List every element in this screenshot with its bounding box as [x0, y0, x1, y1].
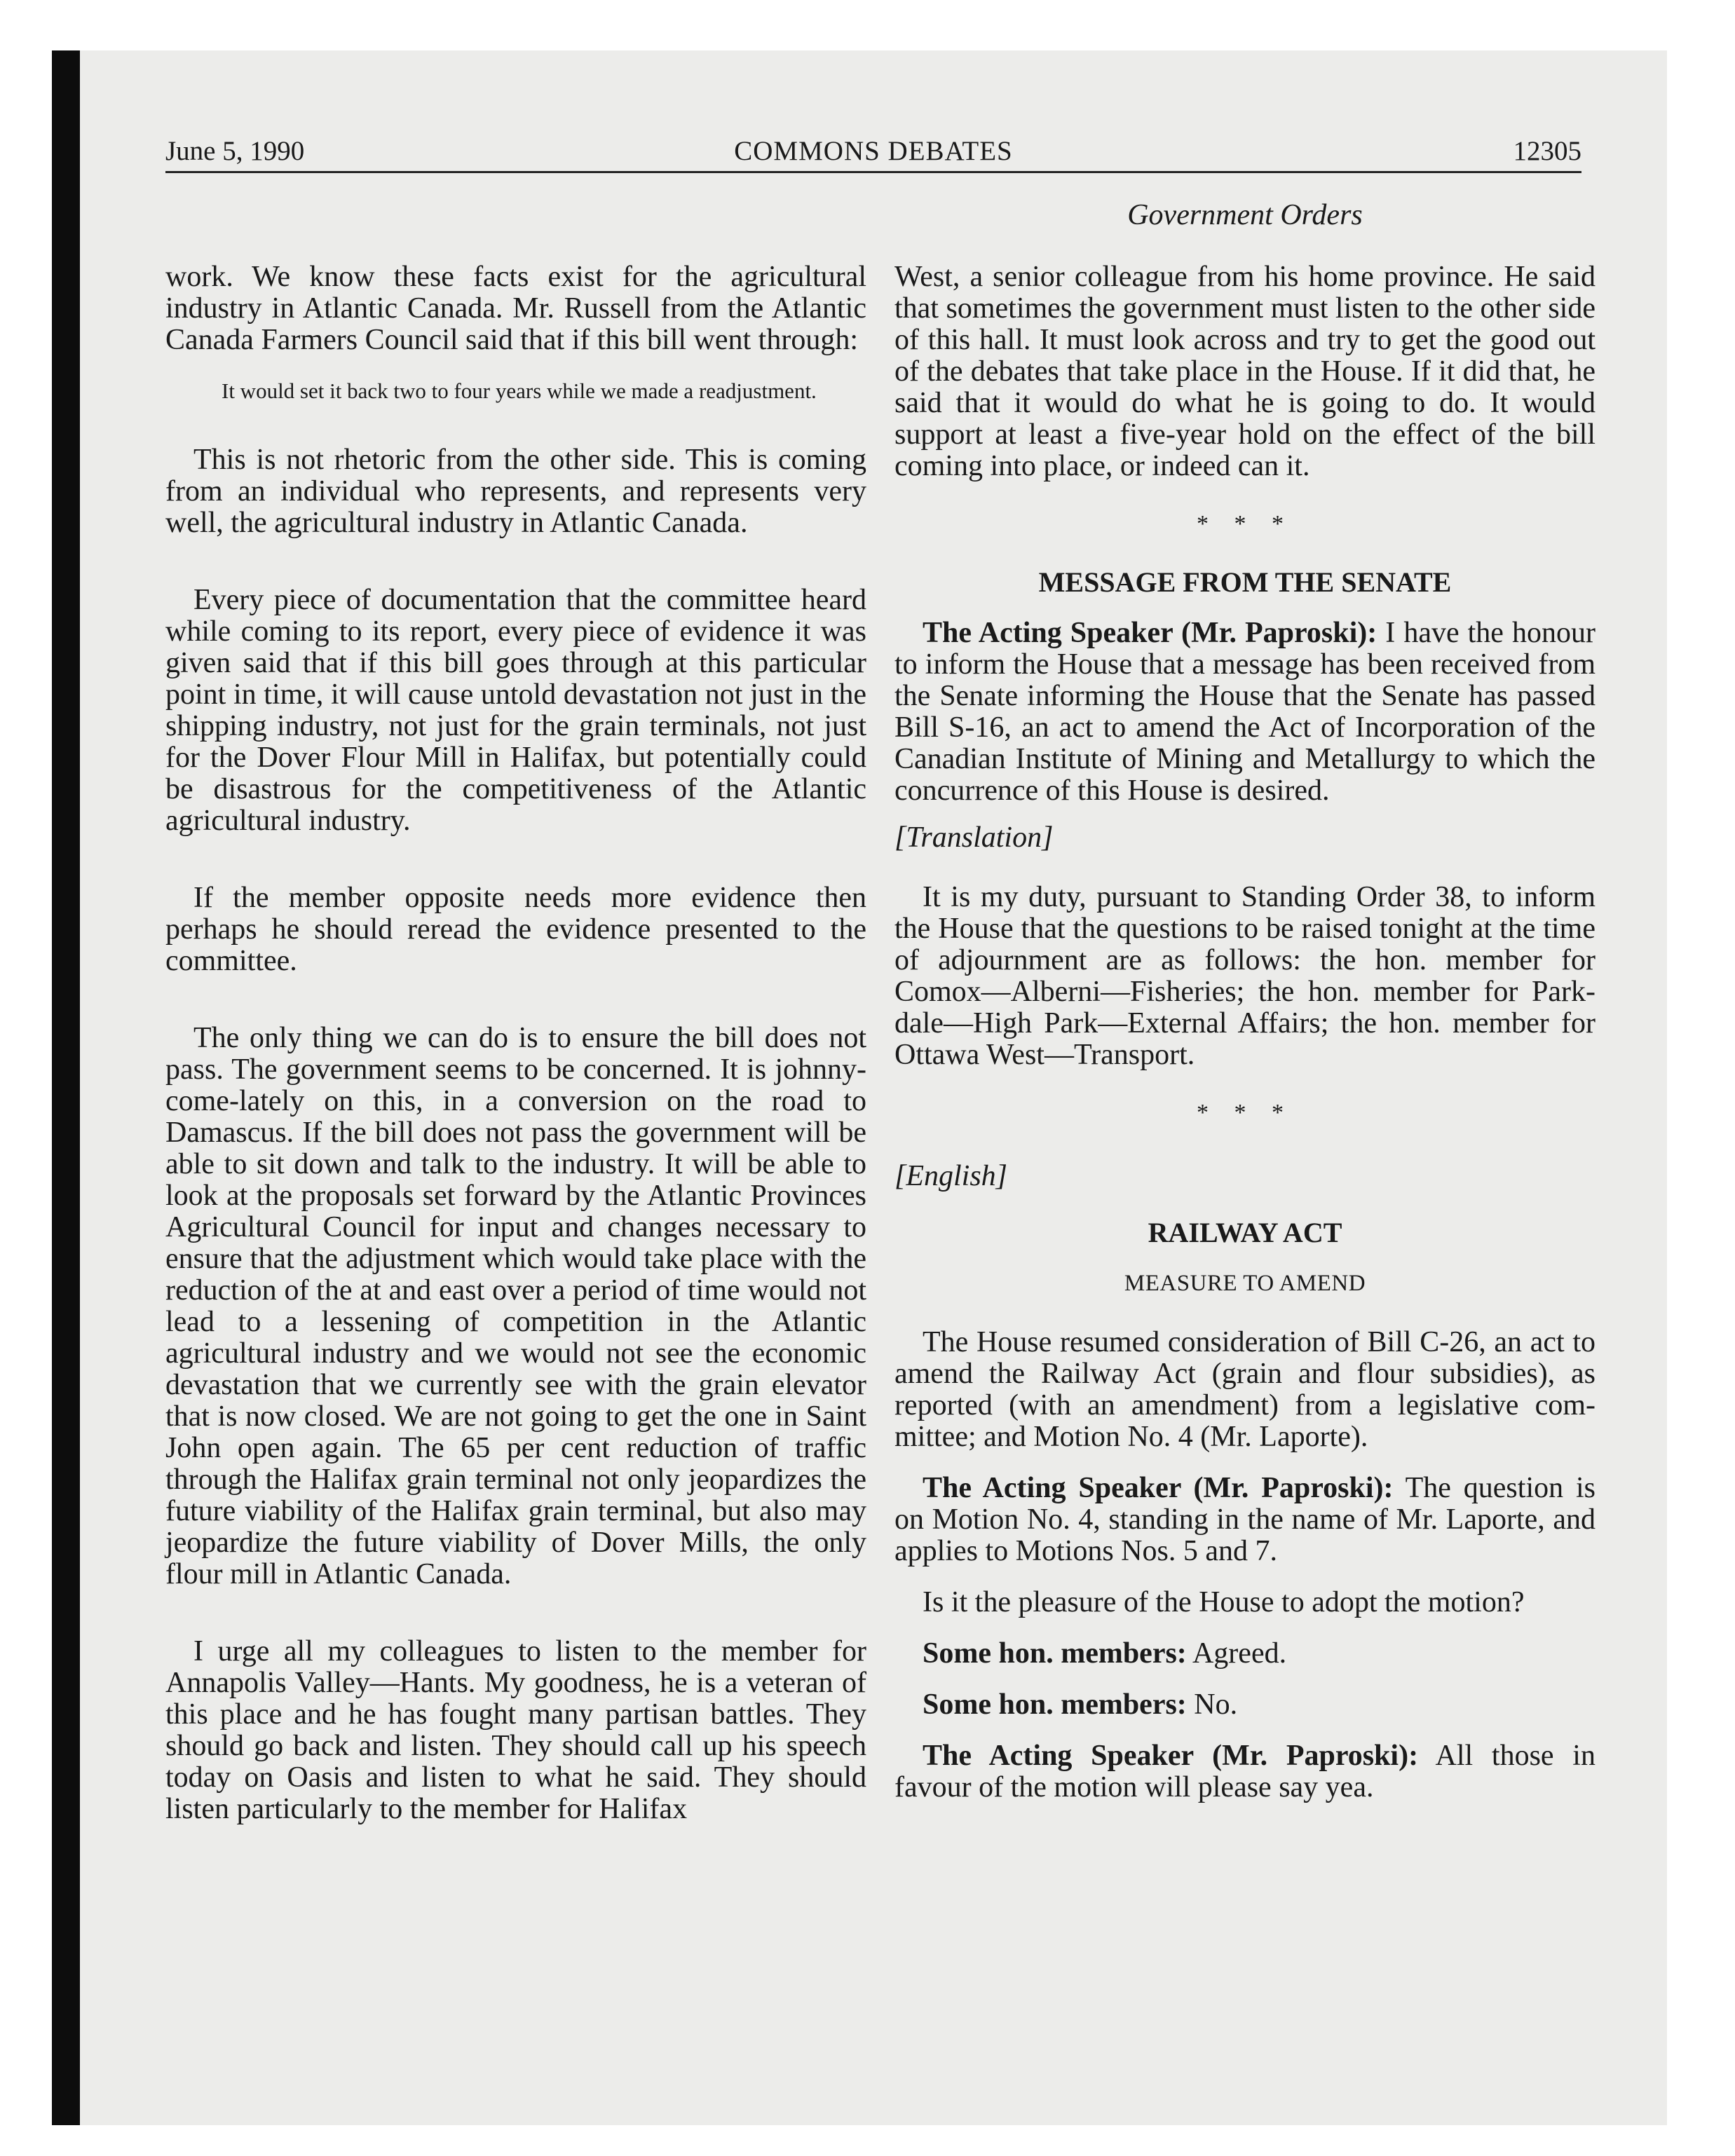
members-label: Some hon. members:	[923, 1637, 1187, 1670]
left-paragraph-4: If the member opposite needs more evidence then perhaps he should reread the evidence presented to the committee.	[165, 882, 866, 977]
section-heading-government-orders: Government Orders	[1127, 199, 1363, 231]
binding-edge	[52, 50, 80, 2125]
right-paragraph-1: West, a senior colleague from his home province. He said that sometimes the government must listen to the other side of this hall. It must look across and try to get the good out of the debates that take place in the House. If it did that, he said that it would do what he is going to do. It would support at least a five-year hold on the effect of the bill coming into place, or indeed can it.	[894, 261, 1595, 482]
left-paragraph-2: This is not rhetoric from the other side. This is coming from an individual who represents, and represents very well, the agricultural industry in Atlantic Canada.	[165, 444, 866, 539]
speaker-name: The Acting Speaker (Mr. Paproski):	[923, 1740, 1419, 1772]
left-paragraph-6: I urge all my colleagues to listen to the member for Annapolis Valley—Hants. My goodness, he is a veteran of this place and he has fought many partisan battles. They should go back and listen. They should call up his speech today on Oasis and listen to what he said. They should listen particularly to the member for Halifax	[165, 1635, 866, 1825]
section-separator: * * *	[1197, 1100, 1293, 1126]
header-page-number: 12305	[1513, 136, 1581, 166]
left-paragraph-5: The only thing we can do is to ensure the bill does not pass. The government seems to be concerned. It is johnny-come-lately on this, in a conversion on the road to Damascus. If the bill does not pass the government will be able to sit down and talk to the industry. It will be able to look at the proposals set forward by the Atlantic Provinces Agricultural Council for input and changes necessary to ensure that the adjustment which would take place with the reduction of the at and east over a period of time would not lead to a lessening of competition in the Atlantic agricultural industry and we would not see the economic devastation that we currently see with the grain elevator that is now closed. We are not going to get the one in Saint John open again. The 65 per cent reduction of traffic through the Halifax grain terminal not only jeopardizes the future viability of the Halifax grain terminal, but also may jeopardize the future viability of Dover Mills, the only flour mill in Atlantic Canada.	[165, 1022, 866, 1590]
block-quote: It would set it back two to four years while we made a readjustment.	[222, 378, 817, 403]
running-head	[165, 133, 1581, 170]
members-text: Agreed.	[1186, 1637, 1287, 1670]
left-paragraph-1: work. We know these facts exist for the agricultural industry in Atlantic Canada. Mr. Russell from the Atlantic Canada Farmers Council said that if this bill went through:	[165, 261, 866, 356]
right-column	[894, 200, 1595, 1803]
english-tag: [English]	[894, 1160, 1008, 1192]
speaker-statement-1	[894, 618, 1595, 807]
speaker-text: The question is on Motion No. 4, standing in the name of Mr. Laporte, and applies to Motions Nos. 5 and 7.	[894, 1472, 1595, 1567]
translation-tag: [Translation]	[894, 821, 1054, 854]
left-paragraph-3: Every piece of documentation that the committee heard while coming to its report, every piece of evidence it was given said that if this bill goes through at this particular point in time, it will cause untold devastation not just in the shipping industry, not just for the grain terminals, not just for the Dover Flour Mill in Halifax, but potentially could be disastrous for the competitiveness of the Atlantic agricultural industry.	[165, 584, 866, 837]
section-separator: * * *	[1197, 511, 1293, 537]
members-response-agreed	[894, 1638, 1595, 1670]
speaker-name: The Acting Speaker (Mr. Paproski):	[923, 617, 1377, 649]
standing-order-paragraph: It is my duty, pursuant to Standing Order 38, to inform the House that the questions to be raised tonight at the time of adjournment are as follows: the hon. member for Comox—Alberni—Fisheries; the hon. member for Parkdale—High Park—External Affairs; the hon. member for Ottawa West—Transport.	[894, 881, 1595, 1071]
speaker-text: I have the honour to inform the House that a message has been received from the Senate informing the House that the Senate has passed Bill S-16, an act to amend the Act of Incorporation of the Canadian Institute of Mining and Metallurgy to which the concurrence of this House is desired.	[894, 617, 1595, 807]
railway-act-title: RAILWAY ACT	[1148, 1217, 1342, 1248]
house-resumed-paragraph: The House resumed consideration of Bill C-26, an act to amend the Railway Act (grain and flour subsidies), as reported (with an amendment) from a legislative committee; and Motion No. 4 (Mr. Laporte).	[894, 1326, 1595, 1453]
speaker-statement-2	[894, 1473, 1595, 1567]
header-date: June 5, 1990	[165, 136, 305, 166]
speaker-name: The Acting Speaker (Mr. Paproski):	[923, 1472, 1394, 1504]
header-title: COMMONS DEBATES	[734, 136, 1013, 166]
pleasure-question: Is it the pleasure of the House to adopt the motion?	[923, 1586, 1525, 1618]
left-column-top-gap	[165, 200, 866, 261]
members-text: No.	[1186, 1688, 1238, 1721]
members-label: Some hon. members:	[923, 1688, 1187, 1721]
senate-message-title: MESSAGE FROM THE SENATE	[1038, 566, 1452, 598]
speaker-statement-3	[894, 1740, 1595, 1803]
speaker-text: All those in favour of the motion will please say yea.	[894, 1740, 1595, 1803]
members-response-no	[894, 1689, 1595, 1721]
left-column	[165, 200, 866, 1825]
header-rule	[165, 171, 1581, 173]
railway-act-subtitle: MEASURE TO AMEND	[1124, 1271, 1366, 1296]
